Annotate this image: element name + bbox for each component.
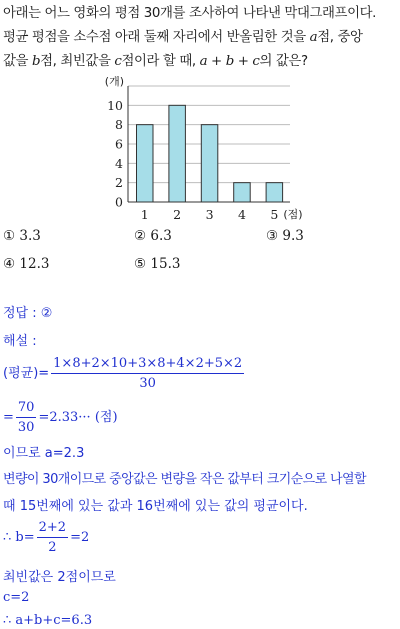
answer-label: 정답 : ② (3, 306, 53, 321)
answer-choices (3, 228, 397, 278)
bar-chart (95, 76, 310, 222)
question-line-1: 아래는 어느 영화의 평점 30개를 조사하여 나타낸 막대그래프이다. (3, 6, 377, 21)
x-axis-unit-label: (점) (283, 208, 303, 221)
choice-1-value: 3.3 (19, 228, 41, 244)
x-tick-label: 3 (205, 207, 214, 222)
question-line-3-b: 점, 최빈값을 (40, 54, 115, 69)
x-tick-label: 5 (270, 207, 279, 222)
choice-5[interactable] (134, 256, 180, 272)
mean-prefix: (평균)= (3, 366, 50, 381)
b-prefix: ∴ b= (3, 530, 35, 545)
choice-1-mark: ① (3, 228, 16, 244)
question-line-2-a: 평균 평점을 소수점 아래 둘째 자리에서 반올림한 것을 (3, 30, 310, 45)
expression-sum: a + b + c (199, 54, 260, 69)
question-line-3-d: 의 값은? (259, 54, 308, 69)
explanation-label: 해설 : (3, 334, 37, 349)
choice-5-value: 15.3 (150, 256, 181, 272)
b-formula (3, 520, 89, 555)
choice-1[interactable] (3, 228, 41, 244)
mean-fraction (51, 356, 244, 391)
choice-5-mark: ⑤ (134, 256, 147, 272)
solution (3, 300, 397, 629)
b-result: =2 (70, 530, 90, 545)
median-line-1: 변량이 30개이므로 중앙값은 변량을 작은 값부터 크기순으로 나열할 (3, 472, 366, 487)
choice-2[interactable] (134, 228, 172, 244)
choice-3-mark: ③ (266, 228, 279, 244)
b-denominator: 2 (48, 540, 57, 555)
median-line-2: 때 15번째에 있는 값과 16번째에 있는 값의 평균이다. (3, 499, 308, 514)
mean-result-fraction (16, 400, 37, 435)
c-value-line: c=2 (3, 590, 30, 605)
mode-line: 최빈값은 2점이므로 (3, 570, 116, 585)
x-tick-label: 2 (173, 207, 182, 222)
y-tick-label: 0 (115, 194, 123, 210)
choice-4-mark: ④ (3, 256, 16, 272)
bar (201, 125, 218, 202)
mean-numerator: 1×8+2×10+3×8+4×2+5×2 (51, 356, 244, 374)
question-line-3-a: 값을 (3, 54, 32, 69)
mean-denominator: 30 (139, 376, 156, 391)
bar (234, 183, 251, 202)
choice-2-value: 6.3 (150, 228, 172, 244)
y-tick-label: 10 (107, 97, 123, 113)
mean-result (3, 400, 118, 435)
bar (137, 125, 154, 202)
y-tick-label: 8 (115, 117, 123, 133)
choice-4[interactable] (3, 256, 49, 272)
mean-formula (3, 356, 246, 391)
frac2-numerator: 70 (16, 400, 37, 418)
bar (266, 183, 283, 202)
b-fraction (37, 520, 68, 555)
question-text (3, 2, 397, 74)
x-tick-label: 1 (140, 207, 149, 222)
y-tick-label: 2 (115, 175, 123, 191)
choice-3[interactable] (266, 228, 304, 244)
y-axis-unit-label: (개) (104, 76, 124, 88)
choice-2-mark: ② (134, 228, 147, 244)
question-line-2 (3, 26, 397, 50)
final-sum-line: ∴ a+b+c=6.3 (3, 613, 93, 628)
bar (169, 105, 186, 202)
y-tick-label: 6 (115, 136, 123, 152)
question-line-2-b: 점, 중앙 (317, 30, 363, 45)
eq-result: =2.33··· (점) (38, 410, 118, 425)
a-value-line: 이므로 a=2.3 (3, 446, 85, 461)
x-tick-label: 4 (237, 207, 246, 222)
var-a: a (309, 30, 318, 45)
var-b: b (31, 54, 41, 69)
frac2-denominator: 30 (17, 420, 35, 435)
choice-4-value: 12.3 (19, 256, 50, 272)
var-c: c (114, 54, 122, 69)
question-line-3-c: 점이라 할 때, (121, 54, 200, 69)
b-numerator: 2+2 (37, 520, 68, 538)
question-line-3 (3, 50, 397, 74)
eq-prefix: = (3, 410, 14, 425)
choice-3-value: 9.3 (282, 228, 304, 244)
y-tick-label: 4 (115, 155, 123, 171)
